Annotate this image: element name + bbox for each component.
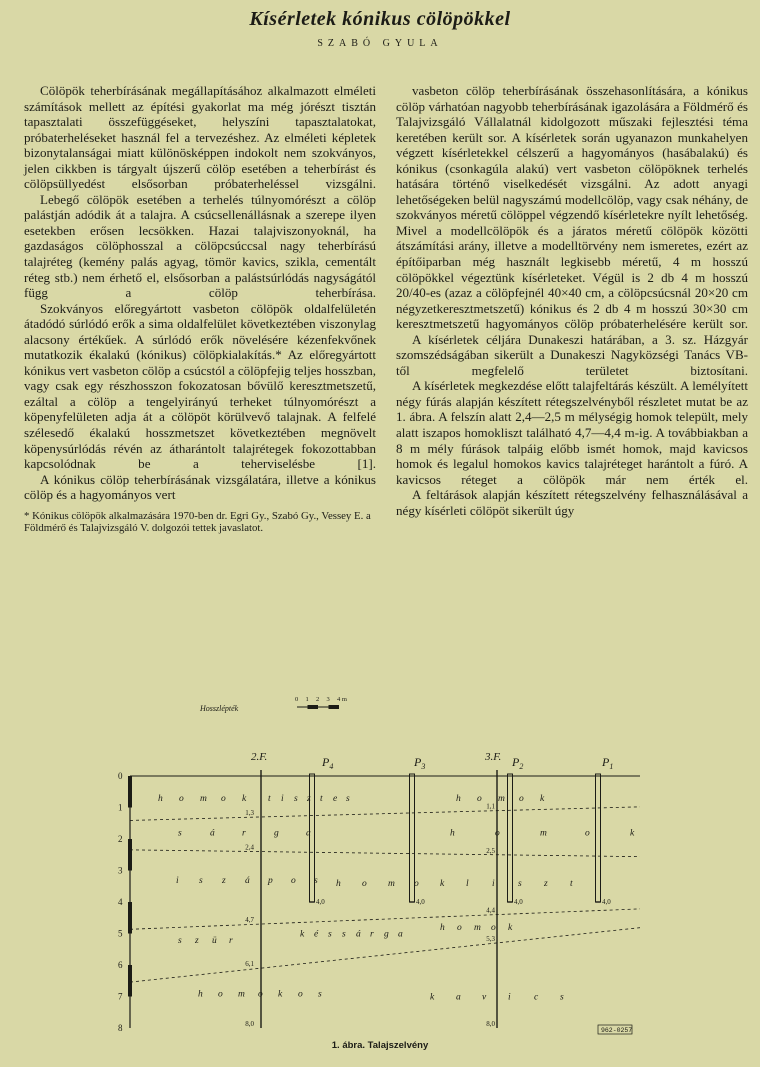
scale-tick-label: 3 [326,696,330,703]
body-paragraph: Cölöpök teherbírásának megállapításához alkalmazott elméleti számítások mellett az építési gyakorlat ma még jórészt tisztán tapasztalati összefüggéseket, helyszíni tapasztalatokat, próbaterheléseket használ fel a tervezéshez. Az elméleti képletek bizonytalanságai miatt különösképpen indokolt nem szokványos, jelen cikkben is tárgyalt újszerű cölöp esetében a teherbírást és cölöpsüllyedést elsősorban próbaterheléssel vizsgálni. [24,83,376,192]
depth-axis-segment [128,902,132,934]
depth-axis-segment [128,965,132,997]
layer-letter: m [388,879,395,890]
layer-boundary [130,906,640,929]
scale-bar-block [329,705,340,709]
layer-letter: k [540,794,545,805]
layer-letter: o [519,794,524,805]
pile-tip-label: 4,0 [416,898,425,906]
stamp-text: 962-0257 [601,1027,633,1034]
layer-letter: m [498,794,505,805]
layer-letter: i [492,879,495,890]
layer-letter: s [314,875,318,886]
layer-letter: s [328,929,332,940]
depth-label: 2,4 [245,843,254,852]
layer-letter: r [229,935,233,946]
layer-letter: k [278,989,283,1000]
layer-letter: h [450,828,455,839]
depth-label: 5,3 [486,934,495,943]
depth-axis-segment [128,776,132,808]
layer-letter: s [318,989,322,1000]
layer-letter: p [268,875,273,886]
depth-axis-label: 5 [118,928,123,939]
layer-letter: h [198,989,203,1000]
scale-tick-label: 4 m [337,696,347,703]
layer-letter: m [200,794,207,805]
right-column [396,83,748,518]
body-paragraph: A kísérletek céljára Dunakeszi határában, a 3. sz. Házgyár szomszédságában sikerült a Dunakeszi Nagyközségi Tanács VB-től megfelelő területet biztosítani. [396,331,748,378]
scale-tick-label: 2 [316,696,320,703]
article-author: SZABÓ GYULA [317,38,443,49]
layer-letter: m [540,828,547,839]
layer-letter: z [222,875,226,886]
layer-letter: t [570,879,573,890]
layer-letter: m [238,989,245,1000]
depth-label: 6,1 [245,960,254,969]
layer-letter: e [333,794,338,805]
depth-axis-label: 2 [118,834,123,844]
layer-letter: a [398,929,403,940]
layer-letter: o [477,794,482,805]
layer-letter: o [218,989,223,1000]
depth-label: 2,5 [486,846,495,855]
layer-letter: á [356,929,361,940]
layer-boundary [130,807,640,821]
layer-letter: h [158,794,163,805]
layer-letter: m [474,923,481,934]
layer-letter: á [210,828,215,839]
borehole-label: 3.F. [485,751,502,763]
layer-letter: o [457,923,462,934]
layer-letter: o [362,879,367,890]
layer-letter: á [245,875,250,886]
depth-axis-label: 3 [118,865,123,876]
depth-label: 8,0 [486,1020,495,1028]
layer-letter: o [414,879,419,890]
depth-axis-label: 4 [118,897,123,907]
layer-letter: ü [212,935,217,946]
layer-letter: c [534,992,539,1003]
layer-letter: g [274,828,279,839]
layer-letter: g [384,929,389,940]
depth-axis-label: 6 [118,960,123,970]
layer-letter: s [342,929,346,940]
pile-tip-label: 4,0 [514,898,523,906]
pile-label: $P_4$ [322,755,334,771]
pile-tip-label: 4,0 [316,898,325,906]
layer-letter: o [179,794,184,805]
layer-letter: v [482,992,487,1003]
layer-letter: k [440,879,445,890]
layer-boundary [130,850,640,857]
scale-bar-block [308,705,319,709]
layer-letter: k [300,929,305,940]
layer-letter: s [178,828,182,839]
depth-label: 1,1 [486,802,495,811]
layer-letter: s [178,935,182,946]
layer-letter: z [307,794,311,805]
layer-letter: a [456,992,461,1003]
pile-shaft [508,774,513,902]
layer-letter: i [281,794,284,805]
layer-letter: s [294,794,298,805]
layer-letter: r [242,828,246,839]
layer-letter: o [585,828,590,839]
layer-letter: r [370,929,374,940]
depth-axis-segment [128,839,132,871]
footnote: * Kónikus cölöpök alkalmazására 1970-ben dr. Egri Gy., Szabó Gy., Vessey E. a Földmérő és Talajvizsgáló V. dolgozói tettek javaslatot. [24,509,371,535]
body-paragraph: A kísérletek megkezdése előtt talajfeltárás készült. A lemélyített négy fúrás alapján készített rétegszelvényből részletet mutat be az 1. ábra. A felszín alatt 2,4—2,5 m mélységig homok települt, mely alatt iszapos homokliszt található 4,7—4,4 m-ig. A továbbiakban a 8 m mély fúrások talpáig előbb ismét homok, majd kavicsos homok és legalul homokos kavics talajréteget harántolt a fúró. A kavicsos réteget a cölöpök már nem érték el. [396,378,748,487]
layer-letter: t [320,794,323,805]
layer-letter: t [268,794,271,805]
pile-label: $P_2$ [512,755,524,771]
scale-label: Hosszlépték [200,704,239,713]
layer-letter: i [508,992,511,1003]
depth-label: 8,0 [245,1020,254,1028]
scale-tick-label: 1 [305,696,309,703]
layer-letter: h [336,879,341,890]
layer-letter: o [258,989,263,1000]
pile-shaft [596,774,601,902]
layer-letter: i [176,875,179,886]
body-paragraph: A feltárások alapján készített rétegszelvény felhasználásával a négy kísérleti cölöpöt sikerült úgy [396,487,748,518]
layer-letter: s [560,992,564,1003]
layer-letter: z [544,879,548,890]
depth-label: 4,4 [486,906,495,915]
layer-letter: h [440,923,445,934]
layer-letter: o [298,989,303,1000]
left-column [24,83,376,535]
depth-label: 4,7 [245,916,254,925]
body-paragraph: Lebegő cölöpök esetében a terhelés túlnyomórészt a cölöp palástján adódik át a talajra. A csúcsellenállásnak a szerepe ilyen esetekben erősen lecsökken. Hazai talajviszonyoknál, ha gazdaságos cölöphosszal a cölöpcsúccsal nagy teherbírású talajréteg (kemény palás agyag, tömör kavics, szikla, cementált réteg stb.) nem érhető el, elsősorban a palástsúrlódás nagyságától függ a cölöp teherbírása. [24,191,376,301]
layer-letter: k [508,923,513,934]
layer-letter: a [306,828,311,839]
layer-letter: k [242,794,247,805]
soil-profile-figure [0,690,760,1035]
depth-axis-label: 1 [118,802,123,813]
layer-letter: k [430,992,435,1003]
layer-letter: s [518,879,522,890]
borehole-label: 2.F. [251,751,268,763]
pile-tip-label: 4,0 [602,898,611,906]
figure-caption: 1. ábra. Talajszelvény [331,1040,429,1051]
layer-letter: o [491,923,496,934]
layer-letter: o [495,828,500,839]
scale-tick-label: 0 [295,696,299,703]
body-paragraph: Szokványos előregyártott vasbeton cölöpök oldalfelületén átadódó súrlódó erők a sima oldalfelület következtében viszonylag alacsony értékűek. A súrlódó erők növelésére kézenfekvőnek mutatkozik ékalakú (kónikus) cölöpkialakítás.* Az előregyártott kónikus vert vasbeton cölöp a csúcstól a cölöpfejig teljes hosszban, vagy csak egy részhosszon fokozatosan bővülő keresztmetszetű, ezáltal a cölöp a tengelyirányú terheket túlnyomórészt a köpenyfelületen adja át a cölöpöt körülvevő talajnak. A felfelé szélesedő ékalakú hosszmetszet következtében megnövelt köpenysúrlódás révén az átharántolt talajrétegek fokozottabban kapcsolódnak be a teherviselésbe [1]. [24,300,376,472]
layer-letter: é [314,929,319,940]
depth-label: 1,3 [245,808,254,817]
layer-letter: l [466,879,469,890]
layer-letter: s [346,794,350,805]
layer-letter: o [221,794,226,805]
depth-axis-label: 0 [118,771,123,781]
pile-label: $P_1$ [602,755,614,771]
layer-letter: o [291,875,296,886]
layer-letter: z [195,935,199,946]
pile-label: $P_3$ [414,755,426,771]
layer-letter: k [630,828,635,839]
depth-axis-label: 7 [118,991,123,1002]
layer-letter: h [456,794,461,805]
body-paragraph: vasbeton cölöp teherbírásának összehasonlítására, a kónikus cölöp várhatóan nagyobb teherbírásának igazolására a Földmérő és Talajvizsgáló Vállalatnál kidolgozott műszaki fejlesztési téma keretében került sor. A kísérletek során ugyanazon munkahelyen végzett kísérletekkel célszerű a hagyományos (hasábalakú) és kónikus (csonkagúla alakú) vert vasbeton cölöpöknek terhelés hatására történő viselkedését vizsgálni. Az adott anyagi lehetőségeken belül nagyszámú modellcölöp, vagy csak néhány, de szokványos méretű cölöppel végzendő kísérletekre nyílt lehetőség. Mivel a modellcölöpök és a járatos méretű cölöpök közötti átszámítási arány, illetve a modelltörvény nem ismeretes, ezért az építőiparban még használt legkisebb méretű, 4 m hosszú cölöpökkel végeztünk kísérleteket. Végül is 2 db 4 m hosszú 20/40-es (azaz a cölöpfejnél 40×40 cm, a cölöpcsúcsnál 20×20 cm négyzetkeresztmetszetű) kónikus és 2 db 4 m hosszú 30×30 cm keresztmetszetű hagyományos cölöp próbaterhelésére került sor. [396,83,748,332]
body-paragraph: A kónikus cölöp teherbírásának vizsgálatára, illetve a kónikus cölöp és a hagyományos vert [24,471,376,503]
article-title: Kísérletek kónikus cölöpökkel [249,8,511,30]
layer-letter: s [199,875,203,886]
depth-axis-label: 8 [118,1023,123,1033]
